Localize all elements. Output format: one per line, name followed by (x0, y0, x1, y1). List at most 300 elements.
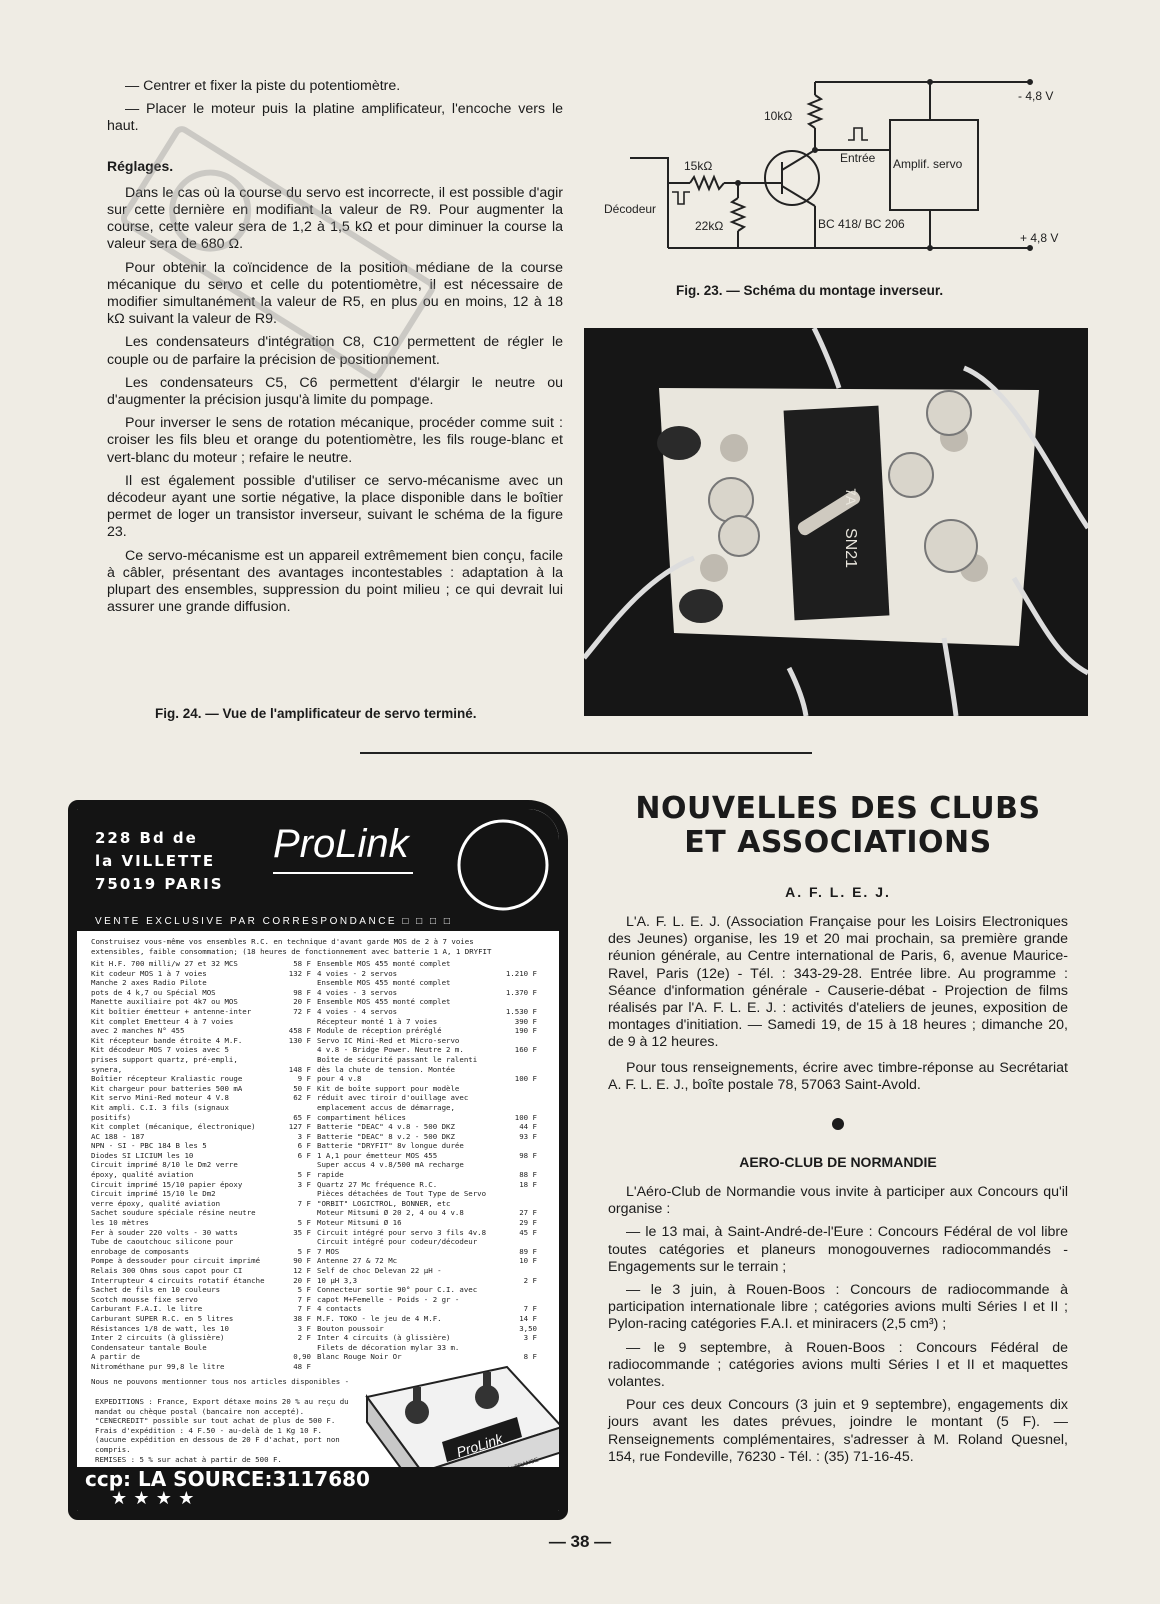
item-price (533, 1093, 537, 1103)
item-name: avec 2 manches N° 455 (91, 1026, 185, 1036)
item-name: Kit de boîte support pour modèle (317, 1083, 460, 1093)
box-brand: ProLink (454, 1430, 505, 1461)
item-name: Inter 2 circuits (à glissière) (91, 1333, 225, 1343)
catalog-row (91, 1237, 311, 1247)
catalog-row (317, 1084, 537, 1094)
catalog-row (91, 1208, 311, 1218)
item-name: positifs) (91, 1112, 132, 1122)
item-name: Sachet soudure spéciale résine neutre (91, 1208, 256, 1218)
catalog-row (317, 1295, 537, 1305)
item-name: Kit servo Mini-Red moteur 4 V.8 (91, 1093, 229, 1103)
catalog-row (91, 1113, 311, 1123)
clubs-news (608, 792, 1068, 1472)
item-price (307, 1208, 311, 1218)
catalog-row (91, 1199, 311, 1209)
item-name: Condensateur tantale Boule (91, 1342, 207, 1352)
item-name: Manche 2 axes Radio Pilote (91, 978, 207, 988)
item-name: rapide (317, 1170, 344, 1180)
item-price: 58 F (293, 959, 311, 968)
item-name: Quartz 27 Mc fréquence R.C. (317, 1179, 438, 1189)
catalog-row (317, 1228, 537, 1238)
item-price: 3 F (297, 1323, 311, 1333)
paragraph: — le 13 mai, à Saint-André-de-l'Eure : Concours Fédéral de vol libre toutes catégories et planeurs monogouvernes radiocommandés - Engagements sur le terrain ; (608, 1224, 1068, 1275)
catalog-row (317, 1065, 537, 1075)
item-price: 44 F (519, 1122, 537, 1132)
catalog-row (91, 1065, 311, 1075)
item-price: 10 F (519, 1256, 537, 1266)
label-r-bot: 22kΩ (695, 219, 724, 233)
item-name: Kit codeur MOS 1 à 7 voies (91, 968, 207, 978)
aero-heading: AERO-CLUB DE NORMANDIE (739, 1154, 937, 1171)
catalog-row (317, 959, 537, 969)
catalog-row (91, 1045, 311, 1055)
item-name: pots de 4 k,7 ou Spécial MOS (91, 987, 216, 997)
catalog-row (317, 1122, 537, 1132)
ad-address (95, 827, 224, 896)
circuit-board-image (584, 328, 1088, 716)
paragraph: Pour obtenir la coïncidence de la position médiane de la course mécanique du servo et celle du potentiomètre, il est nécessaire de modifier simultanément la valeur de R5, en plus ou en moins, 12 à 18 kΩ suivant la valeur de R9. (107, 259, 563, 328)
catalog-row (91, 1103, 311, 1113)
item-price: 5 F (297, 1285, 311, 1295)
item-name: 4 contacts (317, 1304, 362, 1314)
label-amp: Amplif. servo (893, 157, 963, 171)
catalog-row (317, 1113, 537, 1123)
catalog-row (317, 1256, 537, 1266)
catalog-row (91, 1256, 311, 1266)
item-price: 6 F (297, 1150, 311, 1160)
catalog-row (91, 1017, 311, 1027)
catalog-left (91, 959, 311, 1372)
item-name: AC 188 - 187 (91, 1131, 145, 1141)
catalog-row (91, 1247, 311, 1257)
separator-bullet (832, 1118, 844, 1130)
paragraph: Les condensateurs d'intégration C8, C10 permettent de régler le couple ou de parfaire la précision de positionnement. (107, 334, 563, 368)
item-name: Fer à souder 220 volts - 30 watts (91, 1227, 238, 1237)
paragraph: Dans le cas où la course du servo est incorrecte, il est possible d'agir sur cette dernière en modifiant la valeur de R9. Pour augmenter la course, cette valeur sera de 1,2 à 1,5 kΩ et pour diminuer la course la valeur sera de 680 Ω. (107, 184, 563, 253)
item-name: époxy, qualité aviation (91, 1170, 194, 1180)
catalog-row (91, 1026, 311, 1036)
item-name: 4 v.8 - Bridge Power. Neutre 2 m. (317, 1045, 464, 1055)
catalog-row (317, 1314, 537, 1324)
catalog-row (317, 1333, 537, 1343)
item-price: 3 F (297, 1131, 311, 1141)
item-price: 88 F (519, 1170, 537, 1180)
item-name: synera, (91, 1064, 123, 1074)
item-price (307, 1237, 311, 1247)
item-name: verre époxy, qualité aviation (91, 1198, 221, 1208)
catalog-row (91, 1180, 311, 1190)
item-name: 1 A,1 pour émetteur MOS 455 (317, 1150, 438, 1160)
fig24-caption: Fig. 24. — Vue de l'amplificateur de servo terminé. (155, 706, 477, 721)
item-price: 100 F (514, 1074, 537, 1084)
catalog-row (91, 1170, 311, 1180)
item-price (533, 959, 537, 969)
item-name: Inter 4 circuits (à glissière) (317, 1333, 451, 1343)
catalog-row (91, 1266, 311, 1276)
item-price: 98 F (519, 1150, 537, 1160)
item-price: 45 F (519, 1227, 537, 1237)
catalog-row (317, 1304, 537, 1314)
item-name: Super accus 4 v.8/500 mA recharge (317, 1160, 464, 1170)
item-name: Carburant F.A.I. le litre (91, 1304, 203, 1314)
item-price (533, 1237, 537, 1247)
catalog-row (91, 1160, 311, 1170)
item-name: Moteur Mitsumi Ø 16 (317, 1218, 402, 1228)
item-price: 98 F (293, 987, 311, 997)
watermark-stamp (88, 88, 468, 418)
section-divider (360, 752, 812, 754)
label-input: Entrée (840, 151, 876, 165)
item-price: 7 F (523, 1304, 537, 1314)
item-price: 18 F (519, 1179, 537, 1189)
catalog-row (317, 1017, 537, 1027)
label-decoder: Décodeur (604, 202, 657, 216)
item-price: 458 F (288, 1026, 311, 1036)
item-price (307, 1160, 311, 1170)
item-name: Boîtier récepteur Kraliastic rouge (91, 1074, 243, 1084)
item-price: 130 F (288, 1035, 311, 1045)
item-name: Pièces détachées de Tout Type de Servo (317, 1189, 487, 1199)
aero-body (608, 1184, 1068, 1466)
item-price: 90 F (293, 1256, 311, 1266)
item-name: Circuit imprimé 8/10 le Dm2 verre (91, 1160, 238, 1170)
item-price (307, 1189, 311, 1199)
item-price: 5 F (297, 1218, 311, 1228)
catalog-row (91, 1055, 311, 1065)
item-price: 50 F (293, 1083, 311, 1093)
item-price: 132 F (288, 968, 311, 978)
item-name: Récepteur monté 1 à 7 voies (317, 1016, 438, 1026)
item-name: Circuit imprimé 15/10 le Dm2 (91, 1189, 216, 1199)
address-line: 228 Bd de (95, 829, 198, 847)
item-price: 35 F (293, 1227, 311, 1237)
inverter-schematic (600, 70, 1070, 280)
item-price: 14 F (519, 1313, 537, 1323)
news-title-line2: ET ASSOCIATIONS (684, 825, 992, 860)
catalog-row (317, 997, 537, 1007)
catalog-row (317, 1026, 537, 1036)
ad-strip: VENTE EXCLUSIVE PAR CORRESPONDANCE □ □ □ □ (95, 916, 453, 927)
item-name: Connecteur sortie 90° pour C.I. avec (317, 1285, 478, 1295)
item-price: 3 F (523, 1333, 537, 1343)
catalog-row (317, 1276, 537, 1286)
footer-line: "CENECREDIT" possible sur tout achat de plus de 500 F. (95, 1416, 336, 1426)
label-v-pos: + 4,8 V (1020, 231, 1059, 245)
catalog-row (317, 1208, 537, 1218)
item-name: Blanc Rouge Noir Or (317, 1352, 402, 1362)
item-name: Kit H.F. 700 milli/w 27 et 32 MCS (91, 959, 238, 968)
item-price: 12 F (293, 1266, 311, 1275)
catalog-row (91, 988, 311, 998)
catalog-row (317, 1324, 537, 1334)
catalog-row (91, 1007, 311, 1017)
item-name: 7 MOS (317, 1246, 340, 1256)
item-name: Tube de caoutchouc silicone pour (91, 1237, 234, 1247)
page-number: — 38 — (548, 1532, 612, 1551)
item-name: Ensemble MOS 455 monté complet (317, 959, 451, 968)
item-name: Moteur Mitsumi Ø 20 2, 4 ou 4 v.8 (317, 1208, 464, 1218)
item-price: 5 F (297, 1246, 311, 1256)
paragraph: — Placer le moteur puis la platine amplificateur, l'encoche vers le haut. (107, 101, 563, 135)
item-price: 65 F (293, 1112, 311, 1122)
item-name: Pompe à dessouder pour circuit imprimé (91, 1256, 261, 1266)
catalog-row (317, 1074, 537, 1084)
item-name: enrobage de composants (91, 1246, 189, 1256)
fig23-caption: Fig. 23. — Schéma du montage inverseur. (676, 283, 944, 298)
ad-header (77, 809, 559, 931)
item-price (533, 1160, 537, 1170)
catalog-row (91, 1314, 311, 1324)
item-price: 2 F (523, 1275, 537, 1285)
prolink-logo (263, 815, 553, 913)
item-price: 38 F (293, 1313, 311, 1323)
item-name: capot M+Femelle - Poids - 2 gr - (317, 1294, 460, 1304)
catalog-row (91, 1151, 311, 1161)
address-line: 75019 PARIS (95, 875, 224, 893)
catalog-row (317, 1141, 537, 1151)
item-name: Bouton poussoir (317, 1323, 384, 1333)
catalog-row (91, 1324, 311, 1334)
item-price (533, 1199, 537, 1209)
item-name: dès la chute de tension. Montée (317, 1064, 455, 1074)
item-name: Circuit intégré pour servo 3 fils 4v.8 (317, 1227, 487, 1237)
catalog-row (317, 1170, 537, 1180)
item-price (307, 1103, 311, 1113)
item-name: Diodes SI LICIUM les 10 (91, 1150, 194, 1160)
item-price: 7 F (297, 1294, 311, 1304)
catalog-row (91, 1304, 311, 1314)
item-price (533, 1343, 537, 1353)
item-price (533, 1295, 537, 1305)
item-name: compartiment hélices (317, 1112, 406, 1122)
catalog-row (91, 959, 311, 969)
item-name: A partir de (91, 1352, 140, 1362)
paragraph: Il est également possible d'utiliser ce servo-mécanisme avec un décodeur ayant une sortie négative, la place disponible dans le boîtier permet de loger un transistor inverseur, suivant le schéma de la figure 23. (107, 472, 563, 541)
item-price (307, 1055, 311, 1065)
paragraph: Les condensateurs C5, C6 permettent d'élargir le neutre ou d'augmenter la précision jusqu'à limite du pompage. (107, 374, 563, 409)
item-price (307, 1045, 311, 1055)
afelj-heading: A. F. L. E. J. (785, 884, 891, 900)
item-price: 6 F (297, 1141, 311, 1151)
item-price (533, 1189, 537, 1199)
paragraph: L'Aéro-Club de Normandie vous invite à participer aux Concours qu'il organise : (608, 1184, 1068, 1218)
item-price: 3,50 (519, 1323, 537, 1333)
label-v-neg: - 4,8 V (1018, 89, 1054, 103)
paragraph: — le 9 septembre, à Rouen-Boos : Concours Fédéral de radiocommande ; catégories avions multi Séries I et II et maquettes volantes. (608, 1339, 1068, 1391)
item-price (307, 1343, 311, 1353)
paragraph: — Centrer et fixer la piste du potentiomètre. (125, 78, 401, 94)
footer-line: REMISES : 5 % sur achat à partir de 500 F. (95, 1454, 282, 1464)
item-price: 390 F (514, 1016, 537, 1026)
label-transistor: BC 418/ BC 206 (818, 217, 905, 231)
footer-line: Frais d'expédition : 4 F.50 - au-delà de 1 Kg 10 F. (aucune expédition en dessous de 20 F d'achat, port non compris. (95, 1425, 340, 1454)
footer-line: EXPEDITIONS : France, Export détaxe moins 20 % au reçu du mandat ou chèque postal (bancaire non accepté). (95, 1397, 349, 1416)
amplifier-photo (584, 328, 1088, 716)
item-name: Kit boîtier émetteur + antenne-inter (91, 1006, 252, 1016)
item-price: 20 F (293, 1275, 311, 1285)
item-price (307, 1017, 311, 1027)
ad-footer (95, 1397, 355, 1464)
item-name: Batterie "DEAC" 4 v.8 - 500 DKZ (317, 1122, 455, 1132)
catalog-row (317, 1199, 537, 1209)
catalog-row (317, 1132, 537, 1142)
catalog-row (317, 1247, 537, 1257)
item-price (533, 1285, 537, 1295)
catalog-row (317, 1189, 537, 1199)
catalog-row (91, 1218, 311, 1228)
chip-label: SN21 (842, 528, 859, 569)
item-name: Sachet de fils en 10 couleurs (91, 1285, 221, 1295)
catalog-row (91, 1343, 311, 1353)
item-price: 1.210 F (505, 968, 537, 978)
item-price: 1.370 F (505, 987, 537, 997)
catalog-row (91, 1295, 311, 1305)
item-name: Boîte de sécurité passant le ralenti (317, 1054, 478, 1064)
item-name: Filets de décoration mylar 33 m. (317, 1342, 460, 1352)
item-price: 2 F (297, 1333, 311, 1343)
paragraph: Pour ces deux Concours (3 juin et 9 septembre), engagements dix jours avant les dates prévues, joindre le montant (5 F). — Renseignements complémentaires, s'adresser à M. Roland Quesnel, 154, rue Fondeville, 76230 - Tél. : (35) 71-16-45. (608, 1397, 1068, 1465)
catalog-row (91, 969, 311, 979)
item-price: 27 F (519, 1208, 537, 1218)
item-name: Circuit imprimé 15/10 papier époxy (91, 1179, 243, 1189)
catalog-row (91, 1132, 311, 1142)
item-price: 0,90 (293, 1352, 311, 1362)
item-price: 8 F (523, 1352, 537, 1362)
item-name: 4 voies - 4 servos (317, 1006, 398, 1016)
item-price: 20 F (293, 997, 311, 1007)
item-name: Ensemble MOS 455 monté complet (317, 997, 451, 1007)
item-price: 1.530 F (505, 1006, 537, 1016)
item-price: 89 F (519, 1246, 537, 1256)
item-name: Résistances 1/8 de watt, les 10 (91, 1323, 229, 1333)
item-price (533, 1055, 537, 1065)
item-price (533, 1065, 537, 1075)
chip-label-2: 7A (843, 488, 859, 506)
item-name: Ensemble MOS 455 monté complet (317, 978, 451, 988)
item-price: 7 F (297, 1198, 311, 1208)
item-price (533, 1141, 537, 1151)
paragraph: Pour tous renseignements, écrire avec timbre-réponse au Secrétariat A. F. L. E. J., boîte postale 78, 57063 Saint-Avold. (608, 1059, 1068, 1093)
news-title-line1: NOUVELLES DES CLUBS (635, 791, 1041, 826)
catalog-row (317, 1180, 537, 1190)
item-name: Kit décodeur MOS 7 voies avec 5 (91, 1045, 229, 1055)
catalog-row (317, 1285, 537, 1295)
item-price: 72 F (293, 1006, 311, 1016)
item-price (533, 1084, 537, 1094)
catalog-row (317, 988, 537, 998)
label-r-in: 15kΩ (684, 159, 713, 173)
item-name: Kit récepteur bande étroite 4 M.F. (91, 1035, 243, 1045)
catalog-row (91, 1074, 311, 1084)
item-name: les 10 mètres (91, 1218, 149, 1228)
item-name: prises support quartz, pré-empli, (91, 1054, 238, 1064)
item-name: pour 4 v.8 (317, 1074, 362, 1084)
catalog-row (91, 1093, 311, 1103)
catalog-row (317, 1266, 537, 1276)
item-price: 62 F (293, 1093, 311, 1103)
item-name: 10 µH 3,3 (317, 1275, 358, 1285)
item-name: 4 voies - 3 servos (317, 987, 398, 997)
catalog-row (317, 1103, 537, 1113)
catalog-row (91, 1228, 311, 1238)
item-name: Antenne 27 & 72 Mc (317, 1256, 398, 1266)
catalog-row (317, 978, 537, 988)
ccp-banner (77, 1467, 559, 1511)
item-price: 29 F (519, 1218, 537, 1228)
item-name: Carburant SUPER R.C. en 5 litres (91, 1313, 234, 1323)
item-name: Module de réception préréglé (317, 1026, 442, 1036)
catalog-right (317, 959, 537, 1362)
logo-text: ProLink (273, 822, 409, 866)
label-r-top: 10kΩ (764, 109, 793, 123)
item-price: 3 F (297, 1179, 311, 1189)
catalog-row (91, 1141, 311, 1151)
catalog-row (317, 1036, 537, 1046)
prolink-advertisement (68, 800, 568, 1520)
item-price: 7 F (297, 1304, 311, 1314)
catalog-row (91, 1189, 311, 1199)
ad-intro: Construisez vous-même vos ensembles R.C. en technique d'avant garde MOS de 2 à 7 voies extensibles, faible consommation; (18 heures de fonctionnement avec batterie 1 A, 1 DRYFIT (91, 937, 492, 956)
item-price: 48 F (293, 1361, 311, 1371)
catalog-row (91, 1362, 311, 1372)
section-heading: Réglages. (107, 157, 174, 174)
catalog-row (91, 1352, 311, 1362)
catalog-row (317, 1093, 537, 1103)
catalog-row (317, 1055, 537, 1065)
item-name: Servo IC Mini-Red et Micro-servo (317, 1035, 460, 1045)
paragraph: Ce servo-mécanisme est un appareil extrêmement bien conçu, facile à câbler, présentant des avantages incontestables : adaptation à la plupart des ensembles, suppression du point milieu ; ce qui devrait lui assurer une grande diffusion. (107, 547, 563, 616)
item-name: emplacement accus de démarrage, (317, 1102, 455, 1112)
item-price (533, 997, 537, 1007)
item-price: 5 F (297, 1170, 311, 1180)
catalog-row (91, 1036, 311, 1046)
catalog-row (317, 1218, 537, 1228)
item-price: 93 F (519, 1131, 537, 1141)
rating-stars: ★ ★ ★ ★ (111, 1488, 195, 1509)
item-name: réduit avec tiroir d'ouillage avec (317, 1093, 469, 1103)
item-name: Batterie "DRYFIT" 8v longue durée (317, 1141, 464, 1151)
catalog-row (317, 1160, 537, 1170)
paragraph: Pour inverser le sens de rotation mécanique, procéder comme suit : croiser les fils bleu et orange du potentiomètre, les fils rouge-blanc et vert-blanc du moteur ; refaire le neutre. (107, 415, 563, 466)
afelj-body (608, 914, 1068, 1094)
item-price: 160 F (514, 1045, 537, 1055)
catalog-row (91, 1285, 311, 1295)
catalog-row (317, 1237, 537, 1247)
item-name: NPN - SI - PBC 184 B les 5 (91, 1141, 207, 1151)
item-name: Kit complet Emetteur 4 à 7 voies (91, 1016, 234, 1026)
catalog-row (91, 1084, 311, 1094)
catalog-row (317, 1151, 537, 1161)
catalog-row (91, 978, 311, 988)
paragraph: — le 3 juin, à Rouen-Boos : Concours de radiocommande à participation internationale libre ; catégories avions multi Séries I et II ; Pylon-racing catégories F.A.I. et miniracers (2,5 cm³) ; (608, 1282, 1068, 1333)
item-price (307, 978, 311, 988)
item-name: Interrupteur 4 circuits rotatif étanche (91, 1275, 265, 1285)
catalog-row (91, 1333, 311, 1343)
address-line: la VILLETTE (95, 852, 216, 870)
item-name: Kit complet (mécanique, électronique) (91, 1122, 256, 1132)
catalog-row (317, 1343, 537, 1353)
item-name: M.F. TOKO - le jeu de 4 M.F. (317, 1313, 442, 1323)
item-price: 100 F (514, 1112, 537, 1122)
item-name: Batterie "DEAC" 8 v.2 - 500 DKZ (317, 1131, 455, 1141)
item-name: "ORBIT" LOGICTROL, BONNER, etc (317, 1198, 451, 1208)
catalog-row (317, 1007, 537, 1017)
item-name: Kit ampli. C.I. 3 fils (signaux (91, 1102, 229, 1112)
ad-notice: Nous ne pouvons mentionner tous nos articles disponibles - (91, 1377, 350, 1386)
catalog-row (317, 969, 537, 979)
catalog-row (91, 1276, 311, 1286)
item-price: 127 F (288, 1122, 311, 1132)
